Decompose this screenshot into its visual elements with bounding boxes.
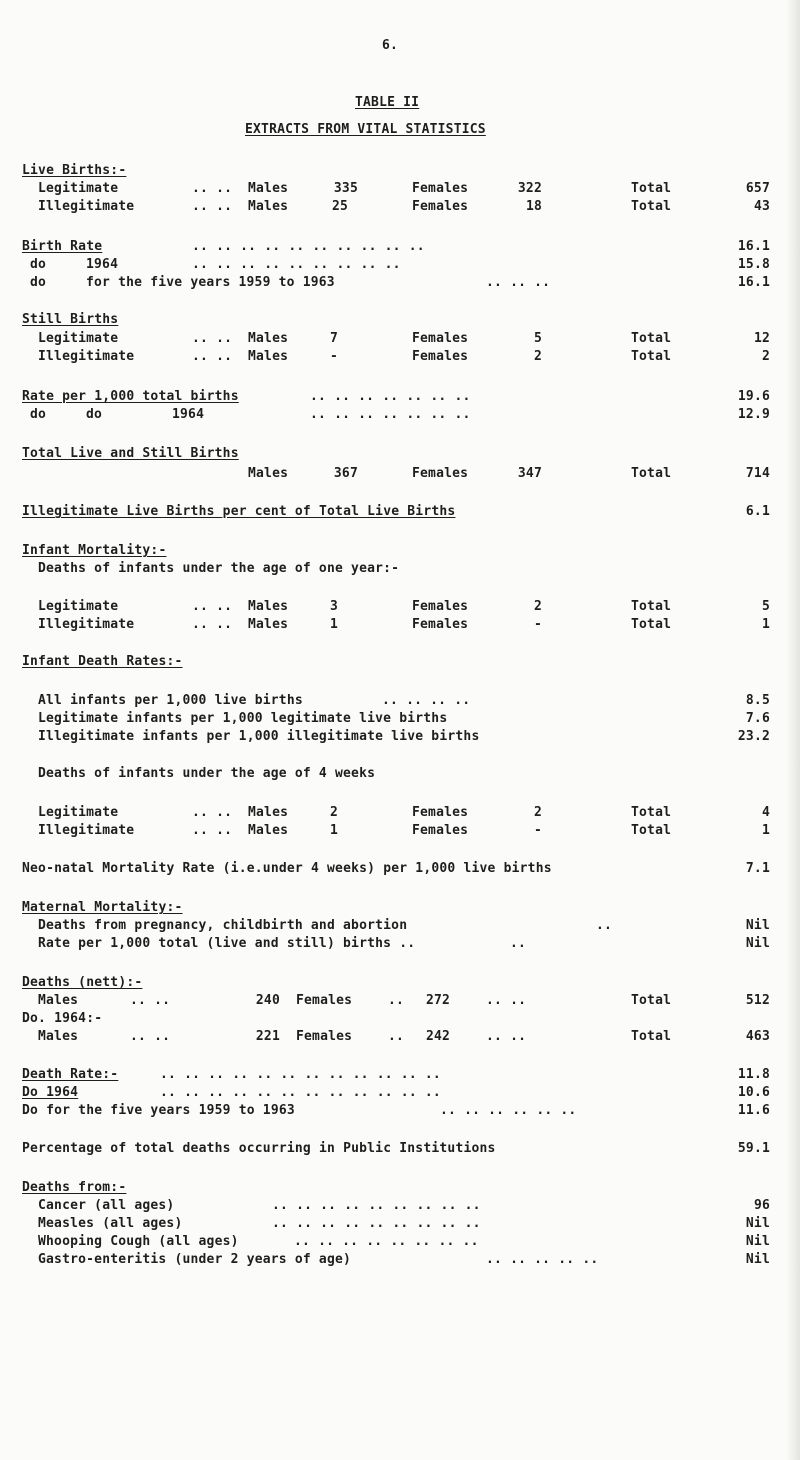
deaths-total-label: Total [631,993,672,1008]
still-illeg-total-label: Total [631,349,672,364]
deaths-prev-males-dots: .. .. [130,1029,171,1044]
deaths-from-item-dots: .. .. .. .. .. .. .. .. .. [272,1216,481,1231]
four-weeks-illeg-males: 1 [329,823,338,838]
deaths-from-item-label: Cancer (all ages) [38,1198,175,1213]
infant-legit-females-label: Females [412,599,469,614]
birth-rate-do2-dots: .. .. .. [486,275,551,290]
live-legit-dots: .. .. [192,181,233,196]
four-weeks-illeg-males-label: Males [248,823,289,838]
total-live-still-females-label: Females [412,466,469,481]
infant-illeg-females-label: Females [412,617,469,632]
deaths-males-dots: .. .. [130,993,171,1008]
infant-illeg-label: Illegitimate [38,617,135,632]
deaths-females-dots: .. [388,993,405,1008]
deaths-dots2: .. .. [486,993,527,1008]
four-weeks-legit-females: 2 [533,805,542,820]
maternal-heading: Maternal Mortality:- [22,900,183,915]
infant-rate-legit-value: 7.6 [745,711,770,726]
deaths-prev-females-label: Females [296,1029,353,1044]
still-illeg-total: 2 [761,349,770,364]
still-illeg-females: 2 [533,349,542,364]
infant-legit-total-label: Total [631,599,672,614]
deaths-from-item-value: Nil [745,1234,770,1249]
still-births-heading: Still Births [22,312,119,327]
still-illeg-males: - [329,349,338,364]
live-legit-males-label: Males [248,181,289,196]
total-live-still-males: 367 [333,466,358,481]
four-weeks-illeg-total: 1 [761,823,770,838]
deaths-from-heading: Deaths from:- [22,1180,127,1195]
deaths-males-label: Males [38,993,79,1008]
live-illeg-males: 25 [331,199,348,214]
still-legit-total-label: Total [631,331,672,346]
page-edge-shadow [786,0,800,1460]
still-legit-females: 5 [533,331,542,346]
live-legit-total-label: Total [631,181,672,196]
deaths-from-item-dots: .. .. .. .. .. [486,1252,599,1267]
infant-illeg-dots: .. .. [192,617,233,632]
still-rate-do-label: do [30,407,47,422]
birth-rate-do2-text: for the five years 1959 to 1963 [86,275,335,290]
four-weeks-legit-females-label: Females [412,805,469,820]
infant-mortality-heading: Infant Mortality:- [22,543,167,558]
four-weeks-illeg-females-label: Females [412,823,469,838]
public-inst-value: 59.1 [737,1141,770,1156]
birth-rate-do1-label: do [30,257,47,272]
live-illeg-females: 18 [525,199,542,214]
illeg-percent-label: Illegitimate Live Births per cent of Total Live Births [22,504,456,519]
death-rate-do1-dots: .. .. .. .. .. .. .. .. .. .. .. .. [160,1085,441,1100]
public-inst-label: Percentage of total deaths occurring in Public Institutions [22,1141,496,1156]
maternal-rate-value: Nil [745,936,770,951]
infant-legit-males-label: Males [248,599,289,614]
live-legit-females-label: Females [412,181,469,196]
infant-legit-dots: .. .. [192,599,233,614]
still-rate-do-value: 12.9 [737,407,770,422]
four-weeks-legit-males: 2 [329,805,338,820]
birth-rate-label: Birth Rate [22,239,103,254]
four-weeks-illeg-total-label: Total [631,823,672,838]
four-weeks-heading: Deaths of infants under the age of 4 weeks [38,766,376,781]
live-illeg-total: 43 [753,199,770,214]
infant-rate-illeg-label: Illegitimate infants per 1,000 illegitimate live births [38,729,480,744]
birth-rate-dots: .. .. .. .. .. .. .. .. .. .. [192,239,425,254]
birth-rate-do1-year: 1964 [86,257,119,272]
live-legit-label: Legitimate [38,181,119,196]
total-live-still-males-label: Males [248,466,289,481]
infant-death-rates-heading: Infant Death Rates:- [22,654,183,669]
deaths-prev-males-label: Males [38,1029,79,1044]
birth-rate-value: 16.1 [737,239,770,254]
death-rate-do2-dots: .. .. .. .. .. .. [440,1103,577,1118]
four-weeks-illeg-females: - [533,823,542,838]
still-legit-males: 7 [329,331,338,346]
maternal-deaths-label: Deaths from pregnancy, childbirth and abortion [38,918,408,933]
birth-rate-do2-value: 16.1 [737,275,770,290]
still-rate-value: 19.6 [737,389,770,404]
still-illeg-dots: .. .. [192,349,233,364]
deaths-total: 512 [745,993,770,1008]
total-live-still-females: 347 [517,466,542,481]
deaths-from-item-value: 96 [753,1198,770,1213]
page-number: 6. [382,38,399,53]
maternal-rate-dots: .. [510,936,527,951]
illeg-percent-value: 6.1 [745,504,770,519]
still-illeg-label: Illegitimate [38,349,135,364]
four-weeks-illeg-label: Illegitimate [38,823,135,838]
total-live-still-heading: Total Live and Still Births [22,446,239,461]
deaths-females: 272 [426,993,451,1008]
live-legit-males: 335 [333,181,358,196]
still-rate-do-year: 1964 [172,407,205,422]
live-births-heading: Live Births:- [22,163,127,178]
still-legit-females-label: Females [412,331,469,346]
four-weeks-legit-label: Legitimate [38,805,119,820]
death-rate-label: Death Rate:- [22,1067,119,1082]
still-rate-dots: .. .. .. .. .. .. .. [310,389,471,404]
neonatal-value: 7.1 [745,861,770,876]
still-legit-males-label: Males [248,331,289,346]
birth-rate-do1-value: 15.8 [737,257,770,272]
birth-rate-do2-label: do [30,275,47,290]
infant-legit-label: Legitimate [38,599,119,614]
live-illeg-males-label: Males [248,199,289,214]
neonatal-label: Neo-natal Mortality Rate (i.e.under 4 weeks) per 1,000 live births [22,861,552,876]
deaths-prev-total-label: Total [631,1029,672,1044]
live-illeg-dots: .. .. [192,199,233,214]
table-title: TABLE II [355,95,420,110]
total-live-still-total: 714 [745,466,770,481]
live-illeg-total-label: Total [631,199,672,214]
maternal-deaths-dots: .. [596,918,613,933]
infant-illeg-total-label: Total [631,617,672,632]
infant-rate-all-label: All infants per 1,000 live births [38,693,303,708]
live-legit-females: 322 [517,181,542,196]
live-illeg-females-label: Females [412,199,469,214]
infant-mortality-subheading: Deaths of infants under the age of one year:- [38,561,400,576]
four-weeks-legit-males-label: Males [248,805,289,820]
live-legit-total: 657 [745,181,770,196]
deaths-prev-dots2: .. .. [486,1029,527,1044]
deaths-prev-label: Do. 1964:- [22,1011,103,1026]
four-weeks-legit-dots: .. .. [192,805,233,820]
deaths-from-item-dots: .. .. .. .. .. .. .. .. .. [272,1198,481,1213]
still-rate-label: Rate per 1,000 total births [22,389,239,404]
deaths-nett-heading: Deaths (nett):- [22,975,143,990]
still-rate-do-label2: do [86,407,103,422]
death-rate-do2-label: Do for the five years 1959 to 1963 [22,1103,295,1118]
live-illeg-label: Illegitimate [38,199,135,214]
still-legit-label: Legitimate [38,331,119,346]
death-rate-do1-label: Do 1964 [22,1085,79,1100]
death-rate-value: 11.8 [737,1067,770,1082]
death-rate-do2-value: 11.6 [737,1103,770,1118]
infant-rate-legit-label: Legitimate infants per 1,000 legitimate live births [38,711,448,726]
deaths-prev-females: 242 [426,1029,451,1044]
infant-illeg-males-label: Males [248,617,289,632]
deaths-from-item-dots: .. .. .. .. .. .. .. .. [294,1234,479,1249]
deaths-males: 240 [255,993,280,1008]
still-illeg-females-label: Females [412,349,469,364]
deaths-from-item-label: Gastro-enteritis (under 2 years of age) [38,1252,352,1267]
document-subtitle: EXTRACTS FROM VITAL STATISTICS [245,122,486,137]
maternal-deaths-value: Nil [745,918,770,933]
deaths-prev-females-dots: .. [388,1029,405,1044]
maternal-rate-label: Rate per 1,000 total (live and still) births .. [38,936,416,951]
deaths-prev-males: 221 [255,1029,280,1044]
infant-illeg-total: 1 [761,617,770,632]
infant-legit-females: 2 [533,599,542,614]
infant-legit-total: 5 [761,599,770,614]
infant-rate-all-value: 8.5 [745,693,770,708]
four-weeks-legit-total: 4 [761,805,770,820]
still-illeg-males-label: Males [248,349,289,364]
infant-rate-all-dots: .. .. .. .. [382,693,471,708]
infant-legit-males: 3 [329,599,338,614]
deaths-from-item-value: Nil [745,1216,770,1231]
infant-illeg-females: - [533,617,542,632]
still-legit-dots: .. .. [192,331,233,346]
four-weeks-illeg-dots: .. .. [192,823,233,838]
infant-illeg-males: 1 [329,617,338,632]
four-weeks-legit-total-label: Total [631,805,672,820]
deaths-from-item-value: Nil [745,1252,770,1267]
deaths-females-label: Females [296,993,353,1008]
still-rate-do-dots: .. .. .. .. .. .. .. [310,407,471,422]
deaths-from-item-label: Whooping Cough (all ages) [38,1234,239,1249]
deaths-from-item-label: Measles (all ages) [38,1216,183,1231]
infant-rate-illeg-value: 23.2 [737,729,770,744]
birth-rate-do1-dots: .. .. .. .. .. .. .. .. .. [192,257,401,272]
death-rate-do1-value: 10.6 [737,1085,770,1100]
still-legit-total: 12 [753,331,770,346]
death-rate-dots: .. .. .. .. .. .. .. .. .. .. .. .. [160,1067,441,1082]
total-live-still-total-label: Total [631,466,672,481]
deaths-prev-total: 463 [745,1029,770,1044]
